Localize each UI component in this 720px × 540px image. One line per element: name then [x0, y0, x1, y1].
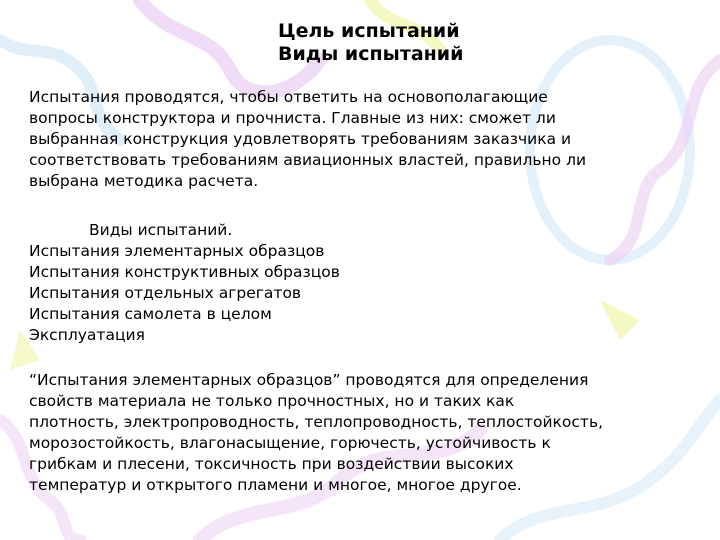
test-types-list [29, 220, 699, 346]
test-type-item: Эксплуатация [29, 326, 145, 344]
details-line: морозостойкость, влагонасыщение, горючесть, устойчивость к [29, 434, 551, 452]
test-type-item: Испытания конструктивных образцов [29, 263, 340, 281]
title-line-2: Виды испытаний [278, 43, 464, 65]
intro-line: вопросы конструктора и прочниста. Главные из них: сможет ли [29, 109, 556, 127]
intro-line: выбранная конструкция удовлетворять требованиям заказчика и [29, 130, 572, 148]
test-type-item: Испытания самолета в целом [29, 305, 272, 323]
intro-line: выбрана методика расчета. [29, 172, 259, 190]
intro-line: соответствовать требованиям авиационных властей, правильно ли [29, 151, 587, 169]
details-line: температур и открытого пламени и многое, многое другое. [29, 476, 522, 494]
details-line: “Испытания элементарных образцов” проводятся для определения [29, 371, 589, 389]
intro-paragraph [29, 87, 699, 192]
details-line: плотность, электропроводность, теплопроводность, теплостойкость, [29, 413, 604, 431]
test-type-item: Испытания отдельных агрегатов [29, 284, 302, 302]
title-line-1: Цель испытаний [278, 20, 460, 42]
intro-line: Испытания проводятся, чтобы ответить на основополагающие [29, 88, 548, 106]
test-types-heading: Виды испытаний. [89, 221, 233, 239]
test-type-item: Испытания элементарных образцов [29, 242, 325, 260]
details-line: свойств материала не только прочностных, но и таких как [29, 392, 515, 410]
details-line: грибкам и плесени, токсичность при воздействии высоких [29, 455, 514, 473]
slide-title [278, 20, 538, 66]
details-paragraph [29, 370, 699, 496]
